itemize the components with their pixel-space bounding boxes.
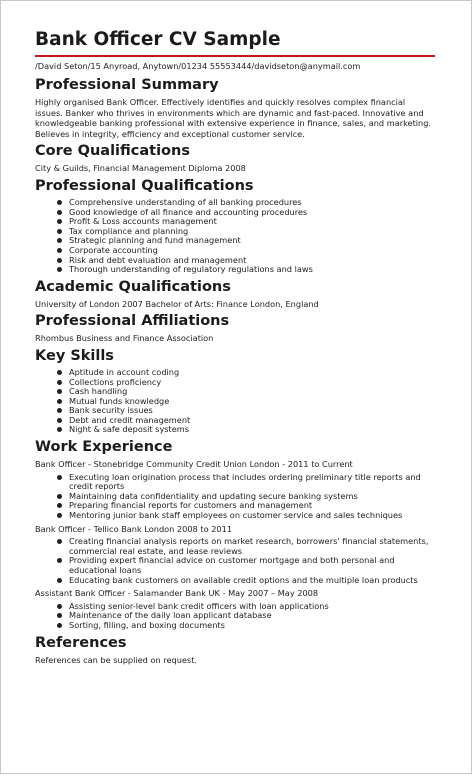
list-item: Mentoring junior bank staff employees on customer service and sales techniques xyxy=(57,511,435,521)
list-item: Thorough understanding of regulatory regulations and laws xyxy=(57,265,435,275)
bullet-icon xyxy=(57,418,62,423)
list-item: Educating bank customers on available credit options and the multiple loan products xyxy=(57,576,435,586)
list-item: Maintenance of the daily loan applicant database xyxy=(57,611,435,621)
skills-list xyxy=(35,368,435,435)
title-divider xyxy=(35,55,435,57)
bullet-icon xyxy=(57,210,62,215)
list-item: Sorting, filling, and boxing documents xyxy=(57,621,435,631)
skills-heading: Key Skills xyxy=(35,347,114,364)
list-item: Aptitude in account coding xyxy=(57,368,435,378)
list-item: Providing expert financial advice on customer mortgage and both personal and educational loans xyxy=(57,556,435,575)
cv-title: Bank Officer CV Sample xyxy=(35,29,281,50)
bullet-icon xyxy=(57,578,62,583)
bullet-icon xyxy=(57,200,62,205)
bullet-icon xyxy=(57,539,62,544)
list-item: Night & safe deposit systems xyxy=(57,425,435,435)
academic-text: University of London 2007 Bachelor of Arts: Finance London, England xyxy=(35,298,319,309)
list-item: Maintaining data confidentiality and updating secure banking systems xyxy=(57,492,435,502)
list-item: Corporate accounting xyxy=(57,246,435,256)
bullet-icon xyxy=(57,503,62,508)
bullet-icon xyxy=(57,380,62,385)
list-item: Assisting senior-level bank credit officers with loan applications xyxy=(57,602,435,612)
list-item: Profit & Loss accounts management xyxy=(57,217,435,227)
list-item: Executing loan origination process that includes ordering preliminary title reports and credit reports xyxy=(57,473,435,492)
list-item: Debt and credit management xyxy=(57,416,435,426)
list-item: Good knowledge of all finance and accounting procedures xyxy=(57,208,435,218)
academic-heading: Academic Qualifications xyxy=(35,278,231,295)
list-item: Risk and debt evaluation and management xyxy=(57,256,435,266)
bullet-icon xyxy=(57,267,62,272)
list-item: Collections proficiency xyxy=(57,378,435,388)
bullet-icon xyxy=(57,613,62,618)
bullet-icon xyxy=(57,494,62,499)
bullet-icon xyxy=(57,229,62,234)
list-item: Comprehensive understanding of all banking procedures xyxy=(57,198,435,208)
affiliations-text: Rhombus Business and Finance Association xyxy=(35,333,214,344)
prof-quals-list xyxy=(35,198,435,275)
bullet-icon xyxy=(57,558,62,563)
list-item: Strategic planning and fund management xyxy=(57,236,435,246)
bullet-icon xyxy=(57,399,62,404)
job-duties-list xyxy=(35,602,435,631)
job-duties-list xyxy=(35,473,435,521)
bullet-icon xyxy=(57,238,62,243)
summary-heading: Professional Summary xyxy=(35,77,219,93)
list-item: Bank security issues xyxy=(57,406,435,416)
bullet-icon xyxy=(57,408,62,413)
prof-quals-heading: Professional Qualifications xyxy=(35,177,254,194)
bullet-icon xyxy=(57,604,62,609)
list-item: Mutual funds knowledge xyxy=(57,397,435,407)
bullet-icon xyxy=(57,475,62,480)
list-item: Creating financial analysis reports on market research, borrowers' financial statements, commercial real estate, and lease reviews xyxy=(57,537,435,556)
bullet-icon xyxy=(57,389,62,394)
job-title: Assistant Bank Officer - Salamander Bank UK - May 2007 – May 2008 xyxy=(35,588,319,599)
bullet-icon xyxy=(57,623,62,628)
list-item: Cash handling xyxy=(57,387,435,397)
bullet-icon xyxy=(57,258,62,263)
core-text: City & Guilds, Financial Management Diploma 2008 xyxy=(35,163,246,174)
job-title: Bank Officer - Stonebridge Community Credit Union London - 2011 to Current xyxy=(35,459,353,470)
job-duties-list xyxy=(35,537,435,585)
core-heading: Core Qualifications xyxy=(35,143,190,160)
list-item: Tax compliance and planning xyxy=(57,227,435,237)
summary-text: Highly organised Bank Officer. Effectively identifies and quickly resolves complex financial issues. Banker who thrives in environments which are dynamic and fast-paced. Innovative and knowledgeable banking professional with extensive experience in finance, sales, and marketing. Believes in integrity, efficiency and exceptional customer service. xyxy=(35,97,432,139)
bullet-icon xyxy=(57,427,62,432)
references-heading: References xyxy=(35,634,127,651)
bullet-icon xyxy=(57,248,62,253)
list-item: Preparing financial reports for customers and management xyxy=(57,501,435,511)
affiliations-heading: Professional Affiliations xyxy=(35,313,230,330)
bullet-icon xyxy=(57,513,62,518)
work-heading: Work Experience xyxy=(35,439,173,456)
job-title: Bank Officer - Tellico Bank London 2008 to 2011 xyxy=(35,523,233,534)
bullet-icon xyxy=(57,370,62,375)
bullet-icon xyxy=(57,219,62,224)
references-text: References can be supplied on request. xyxy=(35,654,198,665)
contact-line: /David Seton/15 Anyroad, Anytown/01234 55553444/davidseton@anymail.com xyxy=(35,61,361,71)
